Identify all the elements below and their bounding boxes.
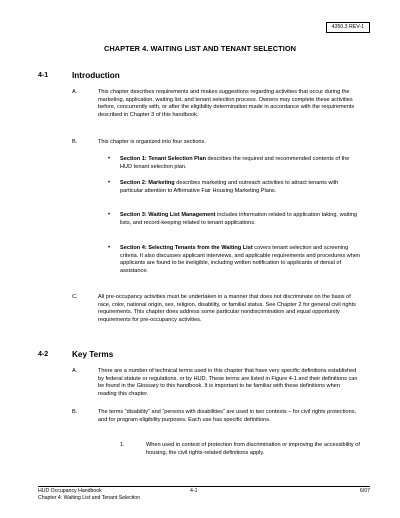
- bullet-heading: Section 4: Selecting Tenants from the Waiting List: [120, 245, 253, 251]
- bullet-text: includes information related to application taking, waiting lists, and record-keeping related to tenant applications.: [120, 212, 358, 226]
- paragraph-label: C.: [72, 294, 78, 300]
- bullet-text: describes marketing and outreach activities to attract tenants with particular attention to Affirmative Fair Housing Marketing Plans.: [120, 180, 339, 194]
- page-number: 4-1: [190, 488, 198, 494]
- footer-divider: [38, 486, 370, 487]
- footer-chapter-name: Chapter 4: Waiting List and Tenant Selection: [38, 495, 141, 501]
- bullet-heading: Section 2: Marketing: [120, 180, 175, 186]
- document-id-box: 4350.3 REV-1: [326, 22, 370, 33]
- bullet-text: describes the required and recommended contents of the HUD tenant selection plan.: [120, 156, 350, 170]
- bullet-icon: •: [108, 156, 111, 162]
- bullet-icon: •: [108, 180, 111, 186]
- bullet-item: [120, 180, 362, 195]
- footer-left: [38, 488, 140, 502]
- paragraph-text: All pre-occupancy activities must be undertaken in a manner that does not discriminate on the basis of race, color, national origin, sex, religion, disability, or familial status. See Chapter 2 for general civil rights requirements. This chapter does address some particular nondiscrimination and equal opportunity requirements for pre-occupancy activities.: [98, 294, 356, 324]
- bullet-heading: Section 3: Waiting List Management: [120, 212, 216, 218]
- bullet-text: covers tenant selection and screening criteria. It also discusses applicant interviews, and applicable requirements and procedures when applicants are found to be ineligible, including written notification to applicants of denial of assistance.: [120, 245, 361, 275]
- section-title: Key Terms: [72, 350, 114, 359]
- chapter-title: CHAPTER 4. WAITING LIST AND TENANT SELECTION: [103, 44, 297, 53]
- bullet-icon: •: [108, 245, 111, 251]
- paragraph-label: A.: [72, 89, 78, 95]
- paragraph-label: B.: [72, 409, 78, 415]
- bullet-item: [120, 212, 362, 227]
- bullet-item: [120, 156, 362, 171]
- paragraph-text: There are a number of technical terms used in this chapter that have very specific definitions established by federal statute or regulations, or by HUD. These terms are listed in Figure 4-1 and their definitions can be found in the Glossary to this handbook. It is important to be familiar with these definitions when reading this chapter.: [98, 368, 358, 398]
- bullet-item: [120, 245, 362, 276]
- section-title: Introduction: [72, 71, 120, 80]
- paragraph-label: B.: [72, 139, 78, 145]
- bullet-icon: •: [108, 212, 111, 218]
- footer-date: 6/07: [359, 488, 370, 494]
- footer-handbook-name: HUD Occupancy Handbook: [38, 488, 102, 494]
- section-number: 4-2: [38, 351, 49, 358]
- paragraph-text: This chapter is organized into four sections.: [98, 139, 206, 145]
- numbered-item-label: 1.: [120, 442, 125, 448]
- numbered-item-text: When used in context of protection from discrimination or improving the accessibility of housing, the civil rights-related definitions apply.: [146, 442, 360, 456]
- bullet-heading: Section 1: Tenant Selection Plan: [120, 156, 206, 162]
- paragraph-label: A.: [72, 368, 78, 374]
- paragraph-text: The terms “disability” and “persons with disabilities” are used in two contexts – for civil rights protections, and for program eligibility purposes. Each use has specific definitions.: [98, 409, 357, 423]
- paragraph-text: This chapter describes requirements and makes suggestions regarding activities that occur during the marketing, application, waiting list, and tenant selection process. Owners may complete these activities before, concurrently with, or after the eligibility determination made in accordance with the requirements described in Chapter 3 of this handbook.: [98, 89, 355, 119]
- section-number: 4-1: [38, 72, 49, 79]
